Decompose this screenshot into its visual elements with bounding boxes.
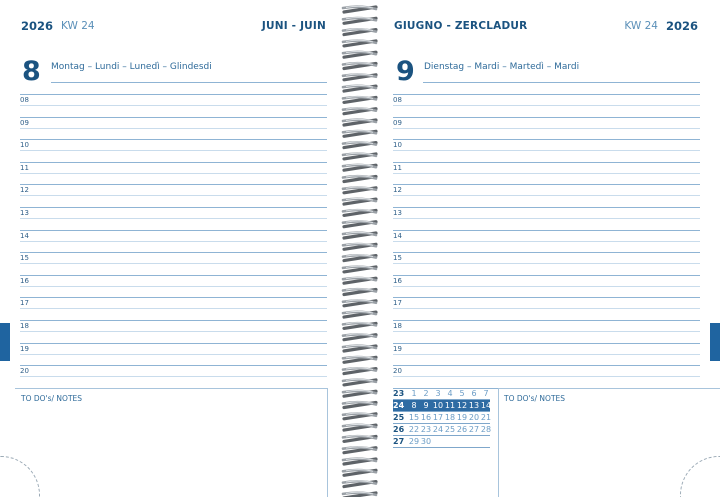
calendar-day[interactable]: 7 [483,389,489,398]
spiral-binding [340,0,380,497]
hour-rule [393,343,700,344]
hour-label: 15 [20,254,29,263]
calendar-day[interactable]: 23 [420,425,432,434]
coil-loop [343,481,376,487]
coil-loop [343,289,376,295]
hour-rule [393,365,700,366]
calendar-day[interactable]: 16 [420,413,432,422]
coil-loop [343,108,376,114]
half-hour-rule [20,263,327,264]
month-label: GIUGNO - ZERCLADUR [394,20,528,32]
calendar-week-row [393,400,491,412]
coil-loop [343,390,376,396]
half-hour-rule [393,150,700,151]
calendar-week-number: 25 [393,413,405,422]
calendar-day[interactable]: 30 [420,437,432,446]
calendar-day[interactable]: 28 [480,425,492,434]
right-header-year-week [624,14,698,38]
calendar-day[interactable]: 22 [408,425,420,434]
coil-loop [343,323,376,329]
half-hour-rule [393,195,700,196]
coil-loop [343,334,376,340]
hour-rule [20,230,327,231]
hour-rule [20,297,327,298]
coil-loop [343,436,376,442]
hour-rule [393,162,700,163]
calendar-day[interactable]: 4 [447,389,453,398]
calendar-day[interactable]: 13 [468,401,480,410]
coil-loop [343,6,376,12]
notes-box[interactable] [15,388,328,497]
coil-loop [343,277,376,283]
calendar-day[interactable]: 15 [408,413,420,422]
calendar-week-number: 27 [393,437,405,446]
half-hour-rule [393,263,700,264]
half-hour-rule [20,286,327,287]
calendar-day[interactable]: 19 [456,413,468,422]
coil-loop [343,424,376,430]
coil-loop [343,40,376,46]
coil-loop [343,447,376,453]
half-hour-rule [393,376,700,377]
hour-label: 18 [20,322,29,330]
day-name: Dienstag – Mardi – Martedì – Mardi [424,62,580,72]
half-hour-rule [20,354,327,355]
half-hour-rule [393,105,700,106]
hour-label: 12 [393,186,402,195]
hour-rule [20,139,327,140]
day-number: 8 [22,56,41,87]
coil-loop [343,345,376,351]
hour-rule [393,117,700,118]
calendar-week-number: 26 [393,425,405,434]
week-label: KW 24 [624,20,658,32]
hour-label: 10 [20,141,29,150]
calendar-day[interactable]: 18 [444,413,456,422]
half-hour-rule [20,308,327,309]
hour-rule [393,94,700,95]
hour-label: 14 [20,231,29,240]
coil-loop [343,266,376,272]
hour-rule [20,275,327,276]
hour-label: 15 [393,254,402,263]
calendar-day[interactable]: 11 [444,401,456,410]
half-hour-rule [393,354,700,355]
hour-rule [20,207,327,208]
hour-label: 19 [20,344,29,353]
day-name-rule [423,82,700,83]
month-label: JUNI - JUIN [261,20,326,32]
calendar-day[interactable]: 29 [408,437,420,446]
hour-label: 11 [20,163,29,172]
calendar-day[interactable]: 27 [468,425,480,434]
half-hour-rule [20,218,327,219]
year-label: 2026 [21,19,54,33]
coil-loop [343,379,376,385]
calendar-day[interactable]: 14 [480,401,492,410]
hour-label: 17 [20,299,29,308]
month-tab[interactable] [710,323,720,361]
half-hour-rule [20,173,327,174]
coil-loop [343,357,376,363]
hour-label: 13 [393,209,402,217]
hour-rule [20,162,327,163]
calendar-day[interactable]: 12 [456,401,468,410]
hour-label: 10 [393,141,402,150]
coil-loop [343,458,376,464]
calendar-day[interactable]: 20 [468,413,480,422]
month-tab[interactable] [0,323,10,361]
calendar-day[interactable]: 9 [423,401,429,410]
coil-loop [343,63,376,69]
coil-loop [343,210,376,216]
right-header-month [394,14,527,38]
coil-loop [343,232,376,238]
calendar-day[interactable]: 8 [411,401,417,410]
year-label: 2026 [665,19,698,33]
coil-loop [343,300,376,306]
coil-loop [343,51,376,57]
hour-rule [393,275,700,276]
coil-loop [343,470,376,476]
hour-rule [393,297,700,298]
coil-loop [343,413,376,419]
hour-rule [20,184,327,185]
calendar-day[interactable]: 25 [444,425,456,434]
hour-label: 14 [393,231,402,240]
coil-loop [343,198,376,204]
coil-loop [343,85,376,91]
week-label: KW 24 [61,20,95,32]
hour-label: 08 [20,96,29,104]
hour-rule [20,343,327,344]
half-hour-rule [20,331,327,332]
calendar-week-number: 24 [393,401,405,410]
hour-rule [393,320,700,321]
hour-label: 20 [393,367,402,376]
calendar-week-number: 23 [393,389,405,398]
hour-rule [393,207,700,208]
half-hour-rule [393,241,700,242]
calendar-day[interactable]: 3 [435,389,441,398]
half-hour-rule [393,218,700,219]
coil-loop [343,402,376,408]
half-hour-rule [393,308,700,309]
coil-loop [343,221,376,227]
calendar-row-rule [393,447,490,448]
coil-loop [343,244,376,250]
hour-rule [20,365,327,366]
half-hour-rule [20,195,327,196]
half-hour-rule [20,150,327,151]
hour-label: 16 [20,276,29,285]
coil-loop [343,74,376,80]
calendar-day[interactable]: 1 [411,389,417,398]
half-hour-rule [393,331,700,332]
half-hour-rule [393,128,700,129]
half-hour-rule [20,105,327,106]
calendar-day[interactable]: 6 [471,389,477,398]
coil-loop [343,18,376,24]
hour-rule [20,320,327,321]
calendar-day[interactable]: 17 [432,413,444,422]
hour-label: 08 [393,96,402,104]
notes-label: TO DO's/ NOTES [504,394,566,403]
calendar-week-row [393,436,491,448]
hour-label: 18 [393,322,402,330]
half-hour-rule [20,128,327,129]
coil-loop [343,255,376,261]
coil-loop [343,153,376,159]
calendar-day[interactable]: 24 [432,425,444,434]
half-hour-rule [393,286,700,287]
hour-rule [393,139,700,140]
calendar-day[interactable]: 26 [456,425,468,434]
hour-label: 16 [393,276,402,285]
coil-loop [343,131,376,137]
hour-label: 12 [20,186,29,195]
hour-label: 09 [20,118,29,127]
calendar-day[interactable]: 21 [480,413,492,422]
coil-loop [343,164,376,170]
coil-loop [343,142,376,148]
hour-label: 11 [393,163,402,172]
coil-loop [343,97,376,103]
mini-calendar [393,388,491,448]
hour-rule [393,252,700,253]
coil-loop [343,311,376,317]
hour-rule [20,117,327,118]
calendar-week-row [393,424,491,436]
hour-rule [20,94,327,95]
day-name: Montag – Lundi – Lunedì – Glindesdi [51,62,212,72]
calendar-week-row [393,388,491,400]
calendar-week-row [393,412,491,424]
coil-loop [343,492,376,497]
coil-loop [343,119,376,125]
coil-loop [343,187,376,193]
hour-rule [393,184,700,185]
half-hour-rule [20,376,327,377]
hour-label: 20 [20,367,29,376]
hour-label: 13 [20,209,29,217]
left-header-year-week [21,14,95,38]
coil-loop [343,368,376,374]
left-header-month [262,14,326,38]
day-name-rule [51,82,327,83]
half-hour-rule [20,241,327,242]
hour-rule [393,230,700,231]
day-number: 9 [396,56,415,87]
calendar-day[interactable]: 10 [432,401,444,410]
calendar-day[interactable]: 2 [423,389,429,398]
half-hour-rule [393,173,700,174]
hour-label: 17 [393,299,402,308]
calendar-day[interactable]: 5 [459,389,465,398]
notes-label: TO DO's/ NOTES [21,394,83,403]
hour-label: 09 [393,118,402,127]
hour-label: 19 [393,344,402,353]
spiral-coils [340,0,380,497]
coil-loop [343,176,376,182]
left-page [0,0,340,497]
right-page [380,0,720,497]
hour-rule [20,252,327,253]
coil-loop [343,29,376,35]
